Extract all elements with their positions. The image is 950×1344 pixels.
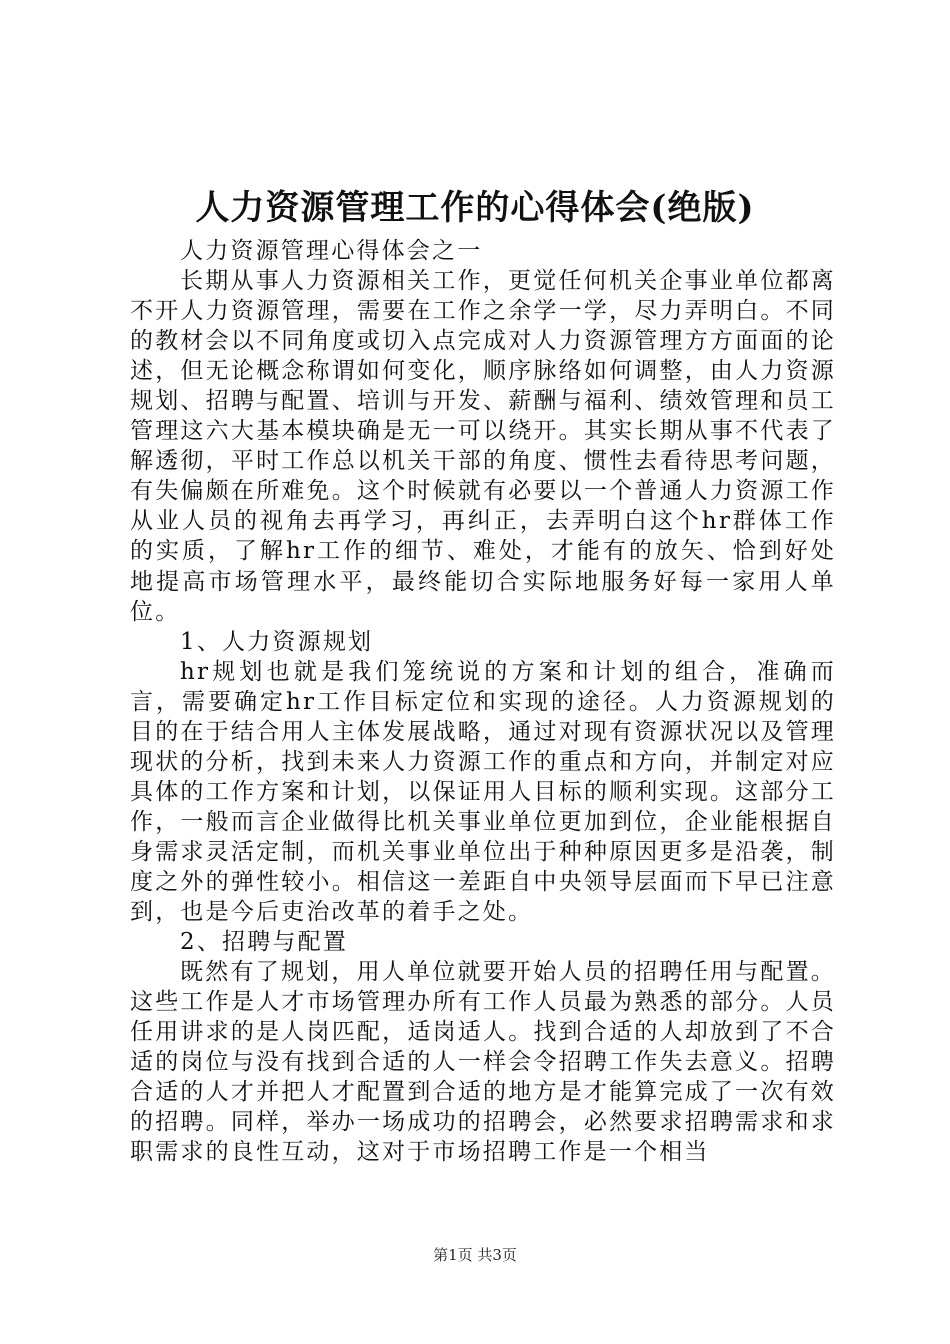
body-paragraph: 既然有了规划，用人单位就要开始人员的招聘任用与配置。这些工作是人才市场管理办所有工作人员最为熟悉的部分。人员任用讲求的是人岗匹配，适岗适人。找到合适的人却放到了不合适的岗位与没有找到合适的人一样会令招聘工作失去意义。招聘合适的人才并把人才配置到合适的地方是才能算完成了一次有效的招聘。同样，举办一场成功的招聘会，必然要求招聘需求和求职需求的良性互动，这对于市场招聘工作是一个相当 [130, 959, 836, 1166]
document-body [130, 236, 836, 1167]
section-heading: 2、招聘与配置 [180, 929, 349, 956]
body-paragraph: hr规划也就是我们笼统说的方案和计划的组合，准确而言，需要确定hr工作目标定位和实现的途径。人力资源规划的目的在于结合用人主体发展战略，通过对现有资源状况以及管理现状的分析，找到未来人力资源工作的重点和方向，并制定对应具体的工作方案和计划，以保证用人目标的顺利实现。这部分工作，一般而言企业做得比机关事业单位更加到位，企业能根据自身需求灵活定制，而机关事业单位出于种种原因更多是沿袭，制度之外的弹性较小。相信这一差距自中央领导层面而下早已注意到，也是今后吏治改革的着手之处。 [130, 658, 836, 926]
document-title: 人力资源管理工作的心得体会(绝版) [195, 188, 755, 228]
section-heading: 1、人力资源规划 [180, 628, 374, 655]
page-footer: 第1页 共3页 [433, 1246, 517, 1264]
body-paragraph: 长期从事人力资源相关工作，更觉任何机关企事业单位都离不开人力资源管理，需要在工作之余学一学，尽力弄明白。不同的教材会以不同角度或切入点完成对人力资源管理方方面面的论述，但无论概念称谓如何变化，顺序脉络如何调整，由人力资源规划、招聘与配置、培训与开发、薪酬与福利、绩效管理和员工管理这六大基本模块确是无一可以绕开。其实长期从事不代表了解透彻，平时工作总以机关干部的角度、惯性去看待思考问题，有失偏颇在所难免。这个时候就有必要以一个普通人力资源工作从业人员的视角去再学习，再纠正，去弄明白这个hr群体工作的实质，了解hr工作的细节、难处，才能有的放矢、恰到好处地提高市场管理水平，最终能切合实际地服务好每一家用人单位。 [130, 268, 836, 625]
subtitle-paragraph: 人力资源管理心得体会之一 [180, 238, 483, 264]
